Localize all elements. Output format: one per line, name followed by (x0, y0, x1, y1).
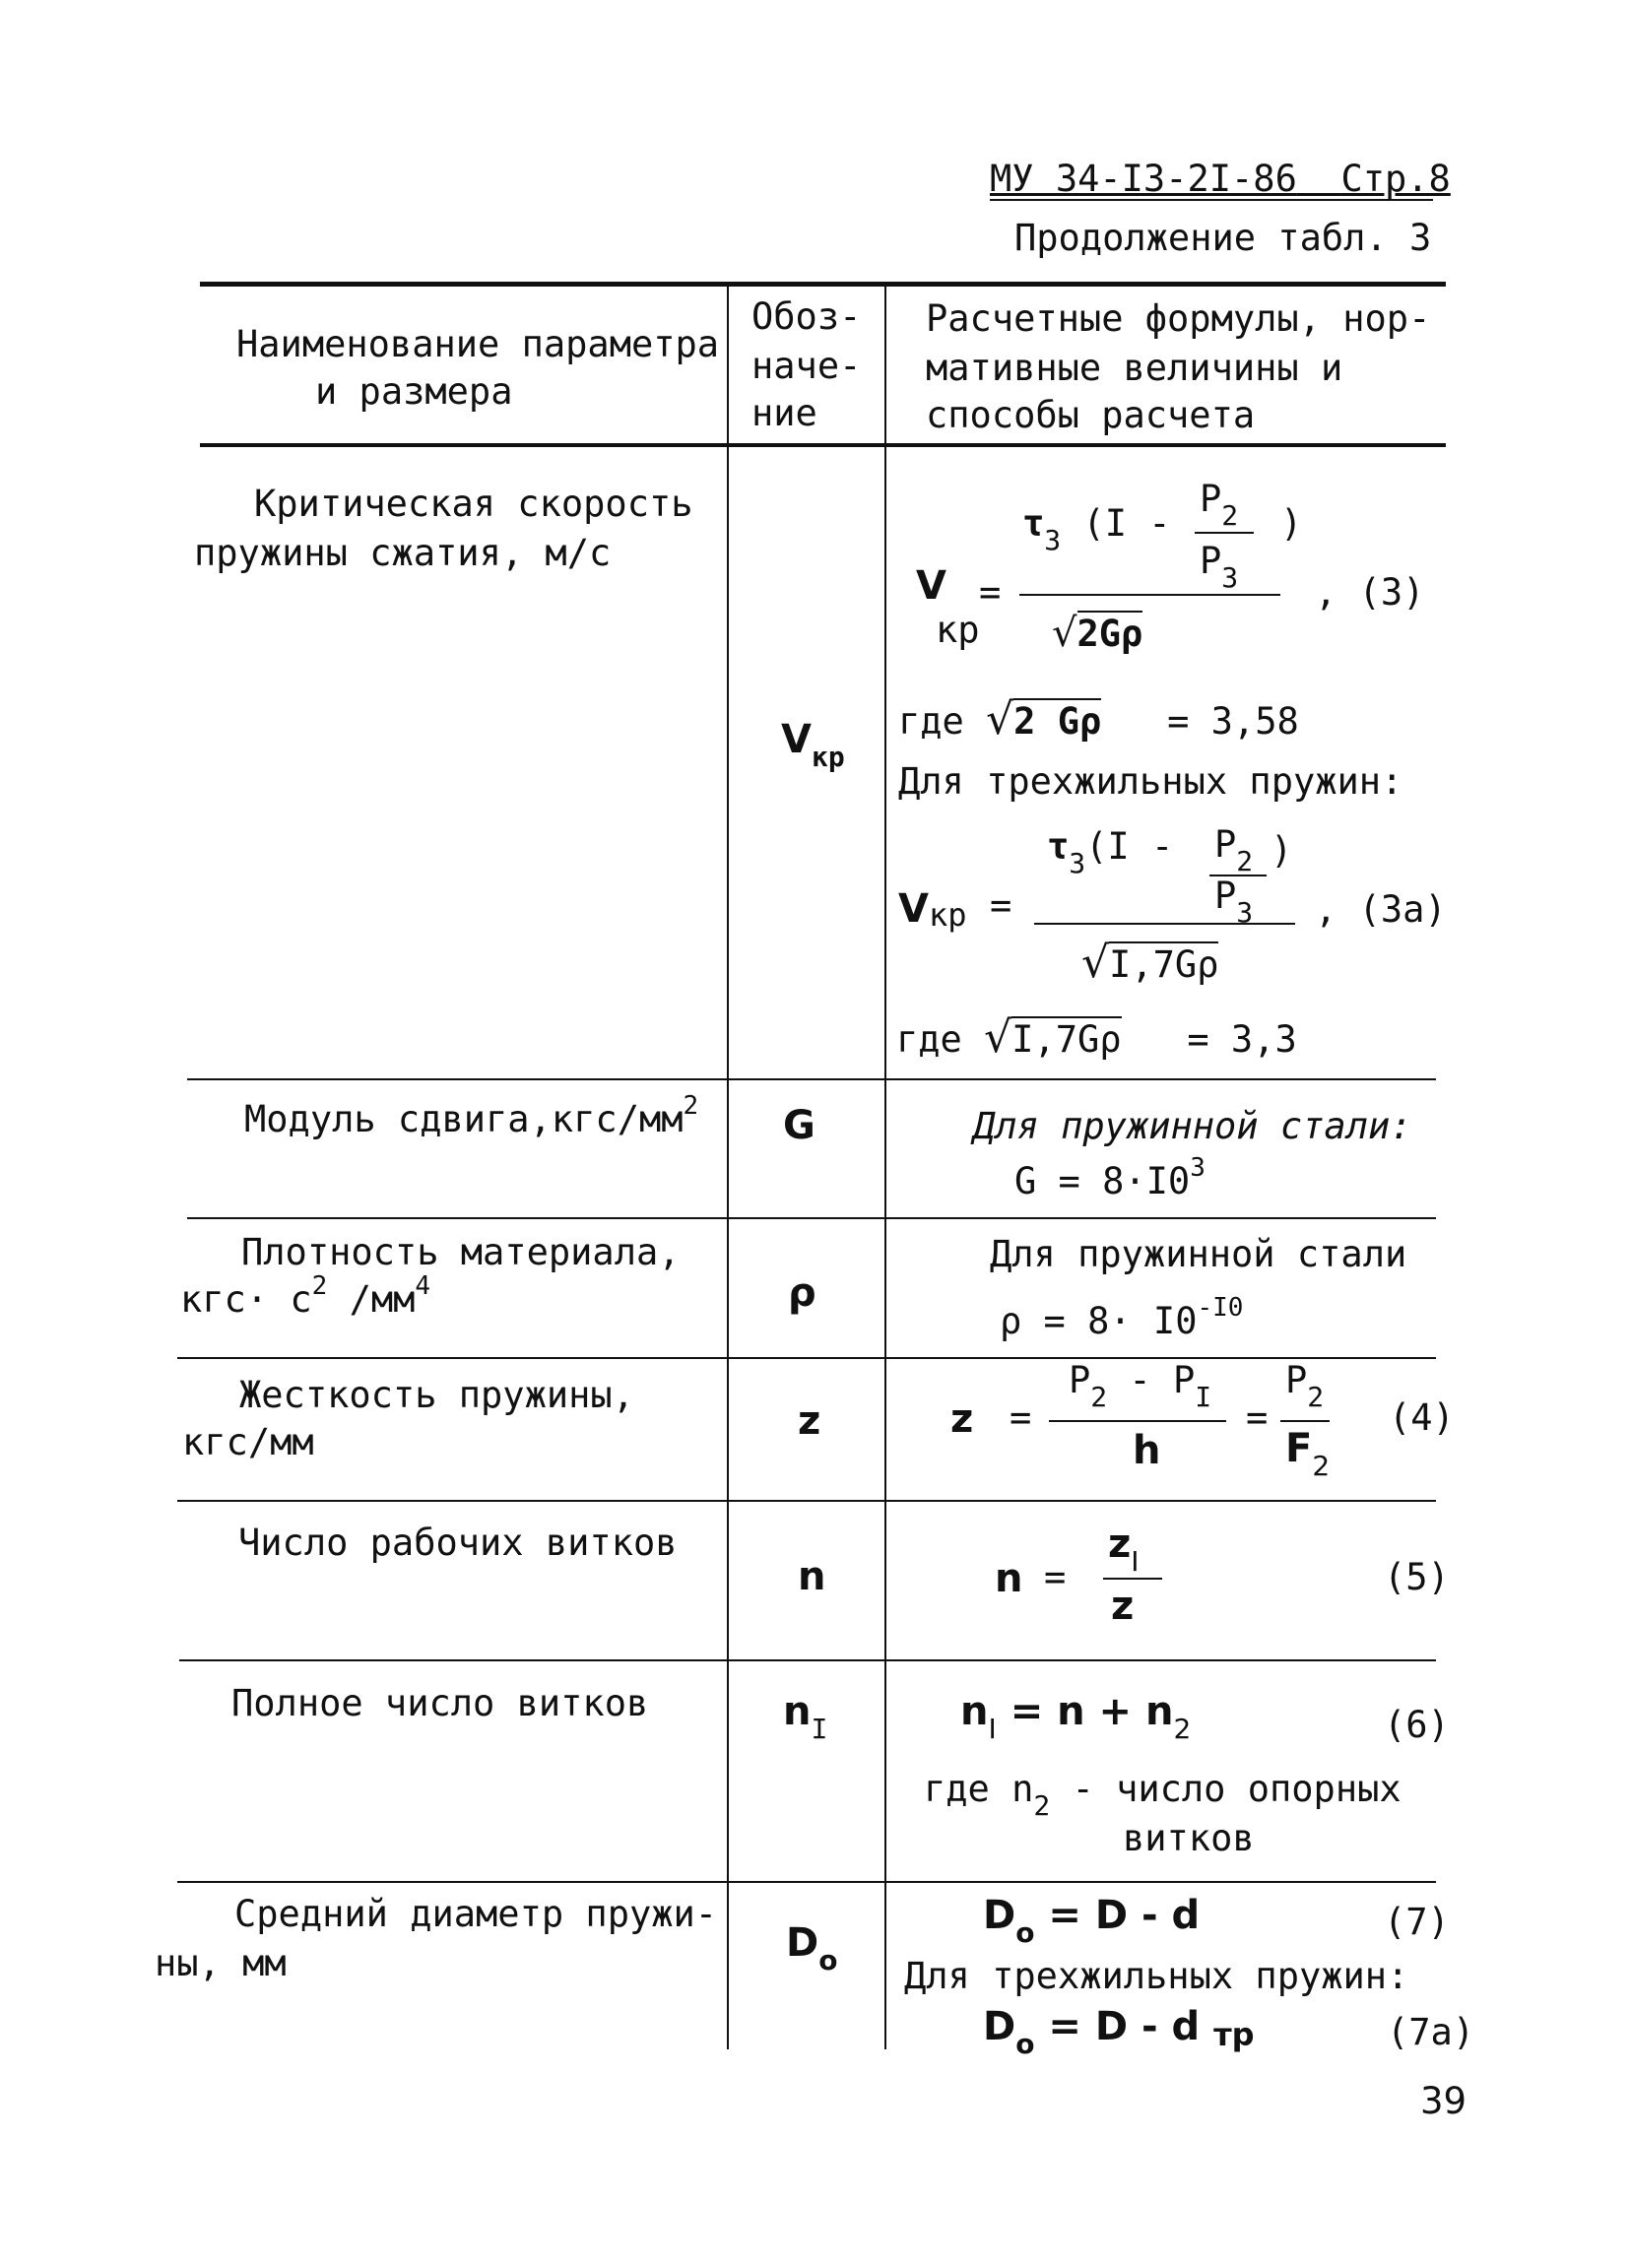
header-formula-line2: мативные величины и (926, 347, 1343, 389)
formula-4-equals-2: = (1246, 1396, 1269, 1439)
formula-3a-close-paren: ) (1271, 829, 1293, 872)
formula-4-num2: $P_2$ (1285, 1359, 1325, 1413)
formula-4-fraction-bar-1 (1049, 1420, 1226, 1422)
row4-name-line1: Жесткость пружины, (239, 1374, 634, 1416)
formula-3-denominator: √2Gρ (1052, 611, 1143, 656)
formula-4-lhs: z (950, 1396, 974, 1442)
formula-6-tag: (6) (1384, 1704, 1450, 1746)
formula-3-equals: = (979, 571, 1002, 614)
formula-5-lhs: n (995, 1556, 1023, 1601)
formula-5-tag: (5) (1384, 1556, 1450, 1598)
row-divider (187, 1217, 1436, 1219)
formula-3-close-paren: ) (1280, 502, 1303, 545)
formula-3-main-fraction-bar (1019, 594, 1280, 596)
row-divider (177, 1357, 1436, 1359)
formula-4-numerator: $P_2 - P_I$ (1069, 1359, 1212, 1413)
formula-3a-p3: $P_3$ (1214, 875, 1254, 929)
row6-symbol: $n_I$ (783, 1689, 828, 1745)
row4-symbol: z (798, 1398, 821, 1444)
header-symbol-line2: наче- (751, 345, 862, 387)
header-name-line1: Наименование параметра (236, 323, 720, 365)
formula-5-equals: = (1044, 1556, 1067, 1598)
row7-name-line1: Средний диаметр пружи- (234, 1893, 718, 1935)
row-divider (187, 1078, 1436, 1080)
formula-7: $D_o = D - d$ (983, 1893, 1201, 1949)
row2-symbol: G (783, 1103, 815, 1148)
page-number: 39 (1420, 2080, 1467, 2122)
where-358: где √2 Gρ = 3,58 (898, 694, 1299, 745)
formula-4-den1: h (1133, 1428, 1161, 1473)
row1-name-line2: пружины сжатия, м/с (194, 532, 612, 574)
three-wire-note-2: Для трехжильных пружин: (904, 1955, 1409, 1997)
formula-4-equals: = (1010, 1396, 1032, 1439)
row2-line2: $G = 8\cdot I0^3$ (1014, 1153, 1206, 1202)
header-bottom-rule (200, 443, 1446, 447)
header-symbol-line1: Обоз- (751, 295, 862, 338)
row1-name-line1: Критическая скорость (254, 483, 693, 525)
formula-5-fraction-bar (1103, 1578, 1162, 1580)
row-divider (179, 1659, 1436, 1661)
row7-name-line2: ны, мм (155, 1942, 287, 1984)
row5-name: Число рабочих витков (238, 1522, 678, 1564)
formula-7a: $D_o = D - d$ тр (983, 2004, 1255, 2060)
row2-name: Модуль $сдвига,кгс/мм^2$ (244, 1091, 699, 1140)
formula-3a-numerator: $\tau_3(I$ - (1047, 825, 1174, 879)
formula-6: $n_I = n + n_2$ (960, 1689, 1192, 1745)
formula-3-p3: $P_3$ (1200, 540, 1239, 594)
formula-3a-p2: $P_2$ (1214, 823, 1254, 877)
row6-note-line1: где $n_2$ - число опорных (924, 1768, 1402, 1822)
header-symbol-line3: ние (751, 392, 817, 434)
header-formula-line1: Расчетные формулы, нор- (926, 297, 1431, 340)
formula-7-tag: (7) (1384, 1901, 1450, 1943)
row1-symbol: $V_{кр}$ (781, 717, 845, 773)
row3-line1: Для пружинной стали (990, 1233, 1407, 1275)
formula-3a-tag: , (3а) (1315, 888, 1447, 931)
formula-3-numerator: $\tau_3$ (I - (1022, 502, 1171, 556)
formula-3-tag: , (3) (1315, 571, 1425, 614)
formula-4-tag: (4) (1389, 1396, 1455, 1439)
where-33: где √I,7Gρ = 3,3 (896, 1012, 1297, 1063)
table-continuation: Продолжение табл. 3 (1014, 217, 1432, 259)
formula-4-den2: $F_2$ (1285, 1426, 1331, 1482)
formula-7a-tag: (7а) (1387, 2011, 1475, 2053)
column-divider-1 (727, 282, 729, 2049)
table-top-rule (200, 282, 1446, 287)
formula-3-lhs: V (916, 563, 946, 609)
row-divider (177, 1881, 1436, 1883)
row3-line2: $\rho = 8\cdot I0^{-I0}$ (1000, 1293, 1244, 1342)
row6-note-line2: витков (1123, 1817, 1255, 1859)
column-divider-2 (884, 282, 886, 2049)
formula-5-num: $z_I$ (1108, 1522, 1140, 1578)
formula-5-den: z (1111, 1584, 1135, 1629)
row4-name-line2: кгс/мм (182, 1421, 314, 1463)
formula-3-p2: $P_2$ (1200, 478, 1239, 532)
formula-4-fraction-bar-2 (1280, 1420, 1330, 1422)
formula-3a-denominator: √I,7Gρ (1081, 938, 1219, 988)
row5-symbol: n (798, 1554, 826, 1599)
three-wire-note-1: Для трехжильных пружин: (898, 760, 1403, 803)
row3-symbol: ρ (788, 1270, 816, 1316)
row-divider (177, 1500, 1436, 1502)
document-code: МУ 34-I3-2I-86 Стр.8 (990, 158, 1451, 200)
formula-3a-equals: = (990, 884, 1012, 927)
header-name-line2: и размера (315, 370, 513, 413)
header-formula-line3: способы расчета (926, 394, 1256, 436)
row6-name: Полное число витков (231, 1682, 649, 1724)
formula-3-lhs-sub: кр (936, 609, 980, 651)
row3-name-line2: $кгс\cdot с^2$ $/мм^4$ (180, 1271, 431, 1321)
formula-3a-lhs: Vкр (898, 886, 967, 934)
header-underline (990, 199, 1433, 201)
formula-3-inner-fraction-bar (1195, 532, 1254, 534)
formula-3a-main-fraction-bar (1034, 923, 1295, 925)
row7-symbol: $D_o$ (786, 1920, 838, 1976)
row2-line1: Для пружинной стали: (973, 1105, 1412, 1147)
row3-name-line1: Плотность материала, (241, 1231, 681, 1273)
